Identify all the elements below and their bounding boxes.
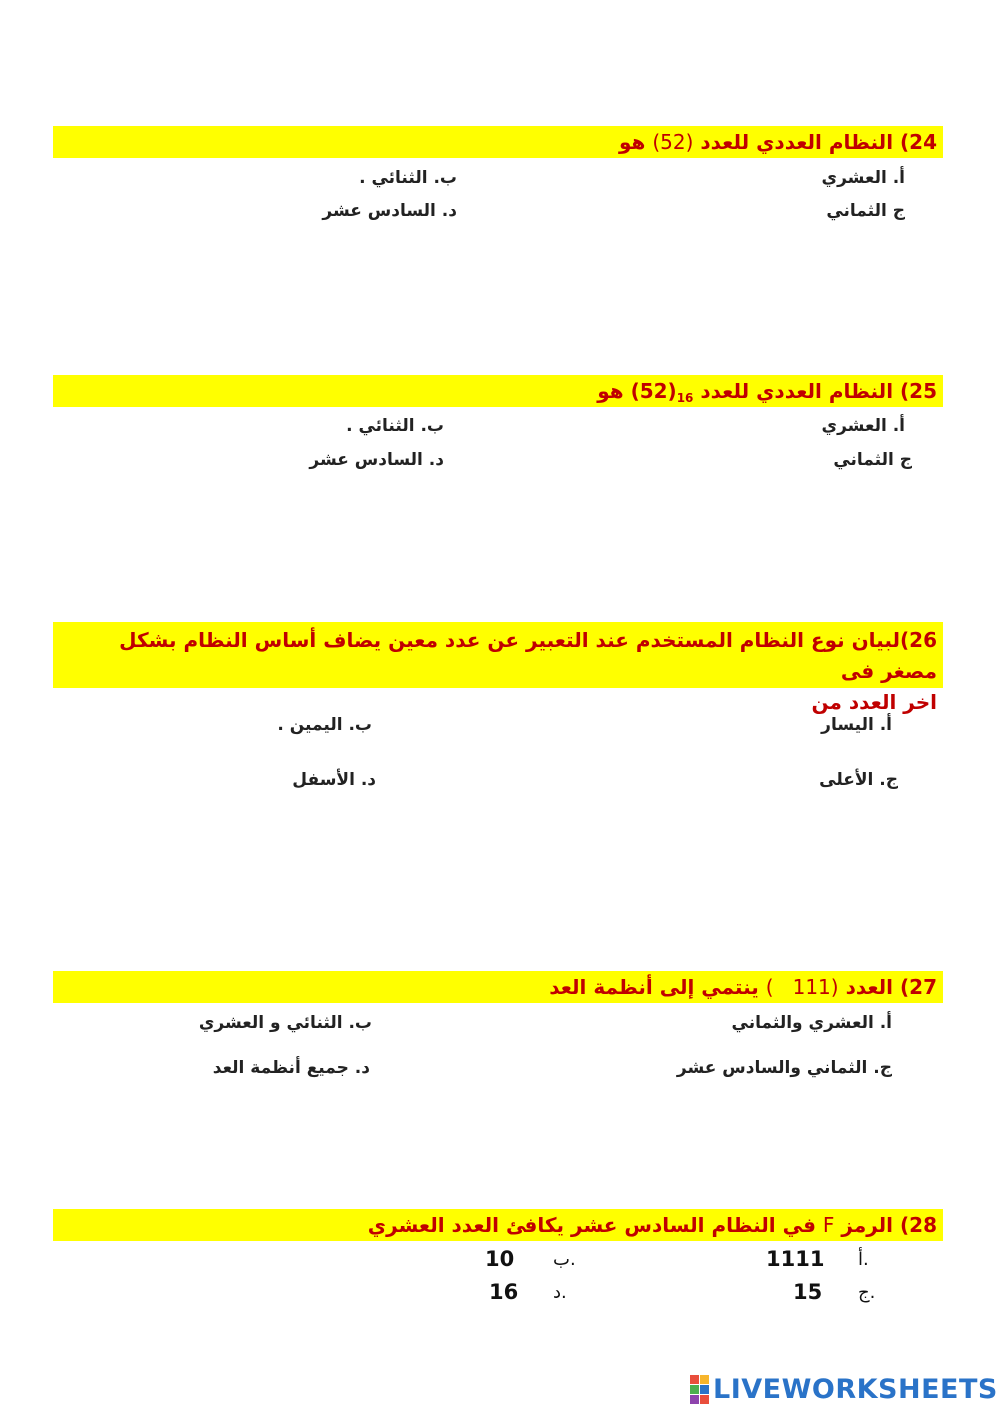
question-text: النظام العددي للعدد bbox=[700, 130, 894, 154]
question-value: (52) bbox=[652, 130, 694, 154]
option-c[interactable]: ج. الأعلى bbox=[819, 770, 898, 790]
logo-block bbox=[690, 1385, 699, 1394]
symbol: F bbox=[822, 1213, 835, 1237]
option-b-value[interactable]: 10 bbox=[485, 1247, 515, 1271]
question-tail: ينتمي إلى أنظمة العد bbox=[549, 975, 759, 999]
option-a[interactable]: أ. العشري bbox=[821, 168, 905, 188]
question-number: 24) bbox=[900, 130, 937, 154]
option-d[interactable]: د. السادس عشر bbox=[322, 201, 457, 221]
question-28-header bbox=[53, 1209, 943, 1241]
question-value: (111 ) bbox=[765, 975, 839, 999]
question-value: (52) bbox=[630, 379, 677, 403]
logo-block bbox=[700, 1395, 709, 1404]
question-tail: هو bbox=[597, 379, 624, 403]
logo-block bbox=[690, 1375, 699, 1384]
question-text: الرمز bbox=[841, 1213, 894, 1237]
option-d-label: د. bbox=[553, 1282, 567, 1303]
logo-block bbox=[700, 1385, 709, 1394]
question-text: العدد bbox=[845, 975, 894, 999]
option-a[interactable]: أ. اليسار bbox=[821, 715, 892, 735]
option-c[interactable]: ج الثماني bbox=[826, 201, 905, 221]
option-b[interactable]: ب. اليمين . bbox=[277, 715, 372, 735]
option-c-value[interactable]: 15 bbox=[793, 1280, 823, 1304]
option-a-label: أ. bbox=[858, 1249, 869, 1270]
question-text-line-2: اخر العدد من bbox=[811, 690, 937, 714]
option-b[interactable]: ب. الثنائي و العشري bbox=[198, 1013, 372, 1033]
option-b[interactable]: ب. الثنائي . bbox=[346, 416, 444, 436]
option-b-label: ب. bbox=[553, 1249, 576, 1270]
logo-block bbox=[690, 1395, 699, 1404]
option-d[interactable]: د. الأسفل bbox=[292, 770, 376, 790]
base-subscript: 16 bbox=[676, 391, 694, 405]
question-number: 28) bbox=[900, 1213, 937, 1237]
option-a[interactable]: أ. العشري bbox=[821, 416, 905, 436]
option-d[interactable]: د. السادس عشر bbox=[309, 450, 444, 470]
option-c[interactable]: ج الثماني bbox=[833, 450, 912, 470]
question-text: النظام العددي للعدد bbox=[700, 379, 894, 403]
question-26-header bbox=[53, 622, 943, 714]
question-number: 25) bbox=[900, 379, 937, 403]
option-d[interactable]: د. جميع أنظمة العد bbox=[212, 1058, 370, 1078]
logo-block bbox=[700, 1375, 709, 1384]
question-tail: هو bbox=[618, 130, 646, 154]
logo-blocks-icon bbox=[690, 1375, 709, 1404]
option-a-value[interactable]: 1111 bbox=[766, 1247, 825, 1271]
option-b[interactable]: ب. الثنائي . bbox=[359, 168, 457, 188]
option-a[interactable]: أ. العشري والثماني bbox=[731, 1013, 892, 1033]
question-text: في النظام السادس عشر يكافئ العدد العشري bbox=[367, 1213, 816, 1237]
question-25-header bbox=[53, 375, 943, 407]
liveworksheets-logo bbox=[690, 1374, 998, 1404]
option-c[interactable]: ج. الثماني والسادس عشر bbox=[676, 1058, 892, 1078]
question-24-header bbox=[53, 126, 943, 158]
question-number: 27) bbox=[900, 975, 937, 999]
question-text-line-1: 26)لبيان نوع النظام المستخدم عند التعبير عن عدد معين يضاف أساس النظام بشكل مصغر فى bbox=[119, 628, 937, 683]
option-c-label: ج. bbox=[858, 1282, 876, 1303]
logo-text: LIVEWORKSHEETS bbox=[713, 1373, 998, 1405]
question-27-header bbox=[53, 971, 943, 1003]
option-d-value[interactable]: 16 bbox=[489, 1280, 519, 1304]
